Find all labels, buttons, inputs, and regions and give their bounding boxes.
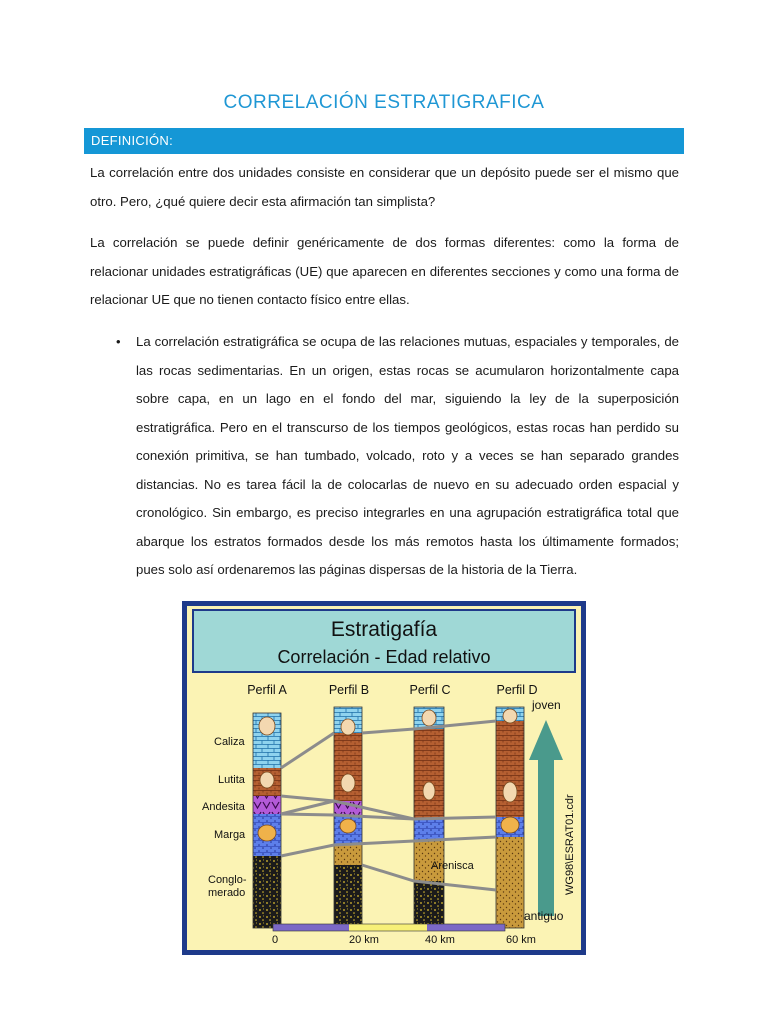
rock-label-conglomerado-2: merado bbox=[208, 887, 246, 899]
page-title: CORRELACIÓN ESTRATIGRAFICA bbox=[223, 92, 545, 113]
rock-label-lutita: Lutita bbox=[218, 774, 245, 786]
rock-label-arenisca: Arenisca bbox=[431, 860, 474, 872]
paragraph-1: La correlación entre dos unidades consiste en considerar que un depósito puede ser el mismo que otro. Pero, ¿qué quiere decir esta afirmación tan simplista? bbox=[90, 165, 679, 209]
profile-c-label: Perfil C bbox=[409, 683, 451, 697]
rock-label-marga: Marga bbox=[214, 829, 246, 841]
profile-d-label: Perfil D bbox=[496, 683, 538, 697]
figure-title: Estratigafía bbox=[330, 618, 438, 641]
scale-label-0: 0 bbox=[271, 934, 279, 946]
profile-b-label: Perfil B bbox=[328, 683, 370, 697]
file-tag: WG98\ESRAT01.cdr bbox=[564, 794, 576, 895]
scale-label-60: 60 km bbox=[506, 934, 536, 946]
profile-a-column bbox=[253, 713, 281, 928]
rock-label-conglomerado-1: Conglo- bbox=[208, 874, 247, 886]
scale-label-20: 20 km bbox=[349, 934, 379, 946]
paragraph-2: La correlación se puede definir genéricamente de dos formas diferentes: como la forma de relacionar unidades estratigráficas (UE) que aparecen en diferentes secciones y como una forma de relacionar UE que no tienen contacto físico entre ellas. bbox=[90, 235, 679, 307]
rock-label-caliza: Caliza bbox=[214, 736, 245, 748]
rock-label-andesita: Andesita bbox=[202, 801, 245, 813]
stratigraphy-figure bbox=[181, 600, 587, 956]
bullet-paragraph: La correlación estratigráfica se ocupa de las relaciones mutuas, espaciales y temporales, de las rocas sedimentarias. En un origen, estas rocas se acumularon horizontalmente capa sobre capa, en un lago en el fondo del mar, siguiendo la ley de la superposición estratigráfica. Pero en el transcurso de los tiempos geológicos, estas rocas han perdido su conexión primitiva, se han tumbado, volcado, roto y a veces se han separado grandes distancias. No es tarea fácil la de colocarlas de nuevo en su adecuado orden espacial y cronológico. Sin embargo, es preciso integrarles en una agrupación estratigráfica total que abarque los estratos formados desde los más remotos hasta los últimamente formados; pues solo así ordenaremos las páginas dispersas de la historia de la Tierra. bbox=[136, 334, 679, 577]
bullet-marker: • bbox=[116, 334, 121, 349]
section-heading: DEFINICIÓN: bbox=[84, 128, 684, 154]
label-antiguo: antiguo bbox=[524, 909, 564, 923]
profile-a-label: Perfil A bbox=[247, 683, 287, 697]
figure-subtitle: Correlación - Edad relativo bbox=[277, 647, 491, 667]
label-joven: joven bbox=[532, 698, 561, 712]
scale-bar bbox=[273, 924, 505, 931]
scale-label-40: 40 km bbox=[425, 934, 455, 946]
